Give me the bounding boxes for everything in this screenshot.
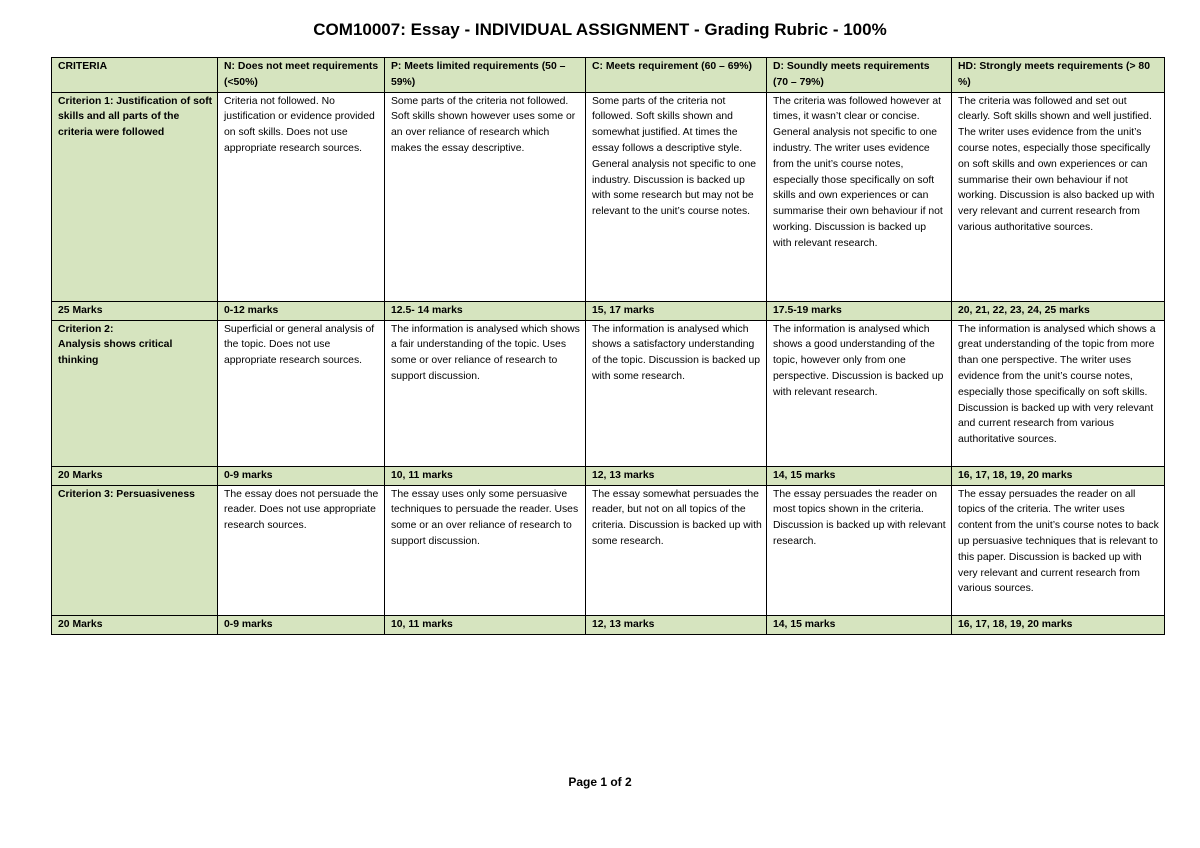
criterion-row [52, 92, 1165, 301]
header-criteria: CRITERIA [52, 58, 218, 93]
marks-d: 17.5-19 marks [767, 301, 952, 320]
marks-n: 0-9 marks [218, 466, 385, 485]
page-number: Page 1 of 2 [568, 775, 632, 789]
header-grade-p: P: Meets limited requirements (50 – 59%) [385, 58, 586, 93]
descriptor-p: The information is analysed which shows a fair understanding of the topic. Uses some or over reliance of research to support discussion. [385, 320, 586, 466]
descriptor-hd: The criteria was followed and set out clearly. Soft skills shown and well justified. The writer uses evidence from the unit’s course notes, especially those specifically on soft skills and own experiences or can summarise their own behaviour if not working. Discussion is also backed up with very relevant and current research from various authoritative sources. [952, 92, 1165, 301]
page-title: COM10007: Essay - INDIVIDUAL ASSIGNMENT - Grading Rubric - 100% [313, 20, 887, 39]
criterion-row [52, 320, 1165, 466]
grading-rubric-table [51, 57, 1165, 635]
marks-d: 14, 15 marks [767, 615, 952, 634]
descriptor-n: Criteria not followed. No justification or evidence provided on soft skills. Does not use appropriate research sources. [218, 92, 385, 301]
descriptor-n: The essay does not persuade the reader. Does not use appropriate research sources. [218, 485, 385, 615]
marks-p: 12.5- 14 marks [385, 301, 586, 320]
descriptor-n: Superficial or general analysis of the topic. Does not use appropriate research sources. [218, 320, 385, 466]
criterion-name-line1: Criterion 2: [58, 323, 114, 335]
descriptor-c: The information is analysed which shows a satisfactory understanding of the topic. Discussion is backed up with some research. [586, 320, 767, 466]
criterion-name: Criterion 3: Persuasiveness [52, 485, 218, 615]
marks-hd: 16, 17, 18, 19, 20 marks [952, 615, 1165, 634]
header-grade-n: N: Does not meet requirements (<50%) [218, 58, 385, 93]
marks-hd: 16, 17, 18, 19, 20 marks [952, 466, 1165, 485]
header-grade-c: C: Meets requirement (60 – 69%) [586, 58, 767, 93]
descriptor-d: The essay persuades the reader on most topics shown in the criteria. Discussion is backed up with relevant research. [767, 485, 952, 615]
marks-c: 12, 13 marks [586, 615, 767, 634]
descriptor-c: The essay somewhat persuades the reader, but not on all topics of the criteria. Discussion is backed up with some research. [586, 485, 767, 615]
descriptor-p: Some parts of the criteria not followed. Soft skills shown however uses some or an over reliance of research which makes the essay descriptive. [385, 92, 586, 301]
marks-hd: 20, 21, 22, 23, 24, 25 marks [952, 301, 1165, 320]
marks-n: 0-12 marks [218, 301, 385, 320]
descriptor-c: Some parts of the criteria not followed. Soft skills shown and somewhat justified. At times the essay follows a descriptive style. General analysis not specific to one industry. Discussion is backed up with some research but may not be relevant to the unit’s course notes. [586, 92, 767, 301]
descriptor-hd: The information is analysed which shows a great understanding of the topic from more than one perspective. The writer uses evidence from the unit’s course notes, especially those specifically on soft skills. Discussion is backed up with very relevant and current research from various authoritative sources. [952, 320, 1165, 466]
criterion-name: Criterion 1: Justification of soft skills and all parts of the criteria were followed [52, 92, 218, 301]
marks-total: 20 Marks [52, 615, 218, 634]
marks-row [52, 301, 1165, 320]
descriptor-d: The criteria was followed however at times, it wasn’t clear or concise. General analysis not specific to one industry. The writer uses evidence from the unit’s course notes, especially those specifically on soft skills and own experiences or can summarise their own behaviour if not working. Discussion is backed up with relevant research. [767, 92, 952, 301]
header-grade-hd: HD: Strongly meets requirements (> 80 %) [952, 58, 1165, 93]
criterion-name [52, 320, 218, 466]
marks-p: 10, 11 marks [385, 615, 586, 634]
descriptor-p: The essay uses only some persuasive techniques to persuade the reader. Uses some or an over reliance of research to support discussion. [385, 485, 586, 615]
marks-total: 20 Marks [52, 466, 218, 485]
marks-row [52, 615, 1165, 634]
header-row [52, 58, 1165, 93]
marks-c: 12, 13 marks [586, 466, 767, 485]
criterion-row [52, 485, 1165, 615]
descriptor-d: The information is analysed which shows a good understanding of the topic, however only from one perspective. Discussion is backed up with relevant research. [767, 320, 952, 466]
criterion-name-line2: Analysis shows critical thinking [58, 339, 173, 367]
marks-total: 25 Marks [52, 301, 218, 320]
marks-d: 14, 15 marks [767, 466, 952, 485]
marks-n: 0-9 marks [218, 615, 385, 634]
marks-row [52, 466, 1165, 485]
descriptor-hd: The essay persuades the reader on all topics of the criteria. The writer uses content from the unit’s course notes to back up persuasive techniques that is relevant to this paper. Discussion is backed up with very relevant and current research from various sources. [952, 485, 1165, 615]
marks-c: 15, 17 marks [586, 301, 767, 320]
marks-p: 10, 11 marks [385, 466, 586, 485]
header-grade-d: D: Soundly meets requirements (70 – 79%) [767, 58, 952, 93]
